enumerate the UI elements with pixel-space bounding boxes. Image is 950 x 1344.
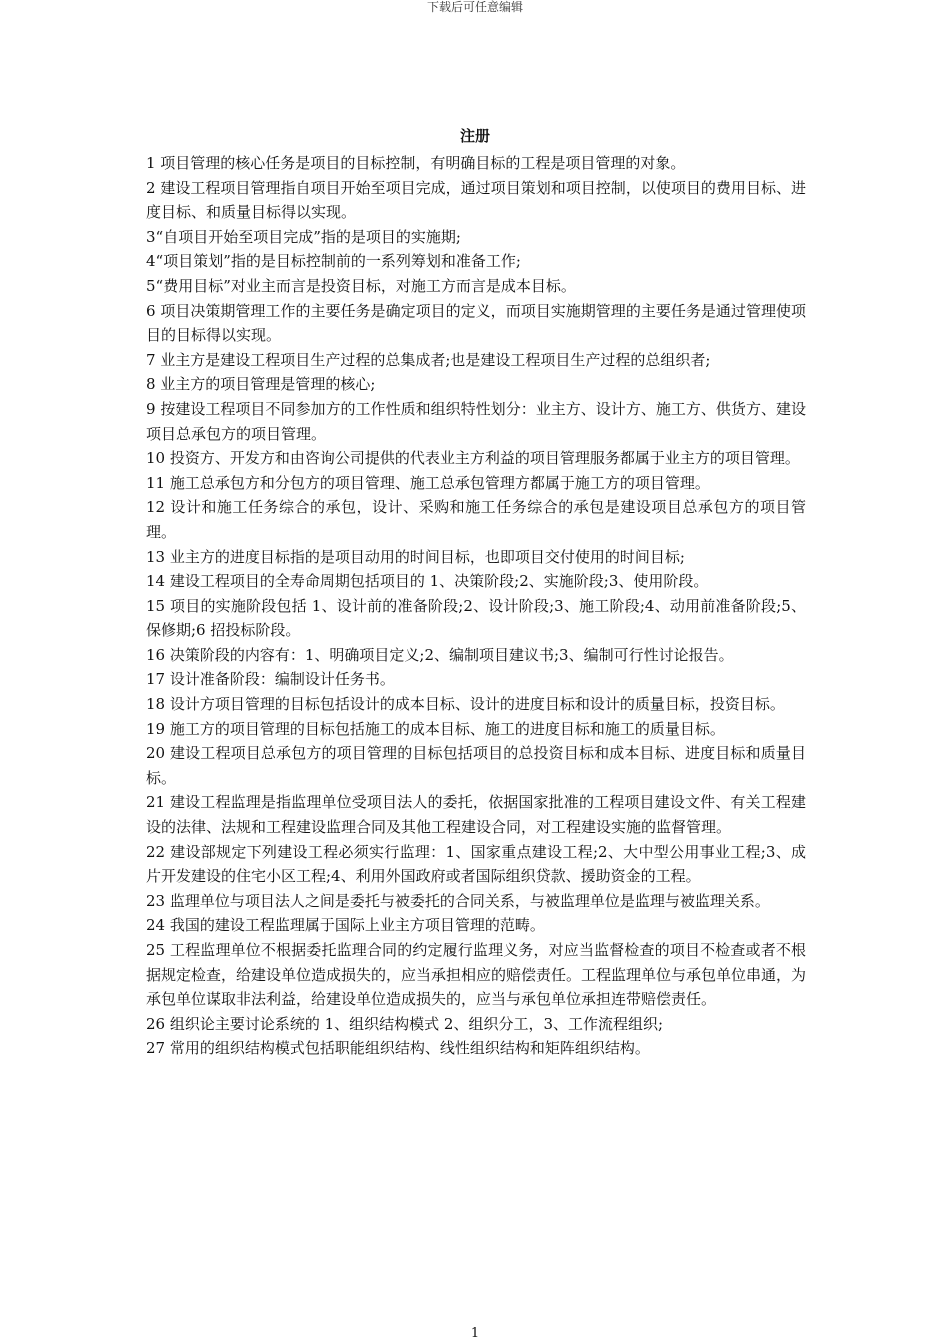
paragraph: 10 投资方、开发方和由咨询公司提供的代表业主方利益的项目管理服务都属于业主方的项目管理。 bbox=[146, 449, 800, 468]
paragraph: 17 设计准备阶段：编制设计任务书。 bbox=[146, 670, 395, 689]
paragraph: 15 项目的实施阶段包括 1、设计前的准备阶段;2、设计阶段;3、施工阶段;4、动用前准备阶段;5、保修期;6 招投标阶段。 bbox=[146, 596, 806, 640]
paragraph: 2 建设工程项目管理指自项目开始至项目完成，通过项目策划和项目控制，以使项目的费用目标、进度目标、和质量目标得以实现。 bbox=[146, 178, 806, 222]
paragraph: 25 工程监理单位不根据委托监理合同的约定履行监理义务，对应当监督检查的项目不检查或者不根据规定检查，给建设单位造成损失的，应当承担相应的赔偿责任。工程监理单位与承包单位串通，为承包单位谋取非法利益，给建设单位造成损失的，应当与承包单位承担连带赔偿责任。 bbox=[146, 941, 807, 1009]
page-number: 1 bbox=[470, 1326, 480, 1341]
paragraph: 13 业主方的进度目标指的是项目动用的时间目标，也即项目交付使用的时间目标; bbox=[146, 547, 685, 566]
paragraph: 7 业主方是建设工程项目生产过程的总集成者;也是建设工程项目生产过程的总组织者; bbox=[146, 350, 711, 369]
paragraph: 5“费用目标”对业主而言是投资目标，对施工方而言是成本目标。 bbox=[146, 276, 576, 295]
paragraph: 20 建设工程项目总承包方的项目管理的目标包括项目的总投资目标和成本目标、进度目标和质量目标。 bbox=[146, 744, 806, 787]
paragraph: 22 建设部规定下列建设工程必须实行监理：1、国家重点建设工程;2、大中型公用事业工程;3、成片开发建设的住宅小区工程;4、利用外国政府或者国际组织贷款、援助资金的工程。 bbox=[146, 842, 806, 886]
paragraph: 3“自项目开始至项目完成”指的是项目的实施期; bbox=[146, 227, 461, 246]
paragraph: 18 设计方项目管理的目标包括设计的成本目标、设计的进度目标和设计的质量目标，投资目标。 bbox=[146, 695, 785, 714]
paragraph: 8 业主方的项目管理是管理的核心; bbox=[146, 375, 376, 394]
paragraph: 9 按建设工程项目不同参加方的工作性质和组织特性划分：业主方、设计方、施工方、供货方、建设项目总承包方的项目管理。 bbox=[146, 399, 806, 443]
paragraph: 24 我国的建设工程监理属于国际上业主方项目管理的范畴。 bbox=[146, 916, 545, 935]
paragraph: 4“项目策划”指的是目标控制前的一系列筹划和准备工作; bbox=[146, 252, 521, 271]
header-note: 下载后可任意编辑 bbox=[426, 0, 523, 14]
paragraph: 19 施工方的项目管理的目标包括施工的成本目标、施工的进度目标和施工的质量目标。 bbox=[146, 719, 725, 738]
paragraph: 1 项目管理的核心任务是项目的目标控制，有明确目标的工程是项目管理的对象。 bbox=[146, 154, 686, 172]
paragraph: 12 设计和施工任务综合的承包，设计、采购和施工任务综合的承包是建设项目总承包方的项目管理。 bbox=[146, 498, 806, 541]
paragraph: 23 监理单位与项目法人之间是委托与被委托的合同关系，与被监理单位是监理与被监理关系。 bbox=[146, 891, 770, 910]
paragraph: 6 项目决策期管理工作的主要任务是确定项目的定义，而项目实施期管理的主要任务是通过管理使项目的目标得以实现。 bbox=[146, 301, 806, 345]
document-title: 注册 bbox=[459, 127, 490, 145]
paragraph: 21 建设工程监理是指监理单位受项目法人的委托，依据国家批准的工程项目建设文件、有关工程建设的法律、法规和工程建设监理合同及其他工程建设合同，对工程建设实施的监督管理。 bbox=[146, 793, 806, 837]
paragraph: 27 常用的组织结构模式包括职能组织结构、线性组织结构和矩阵组织结构。 bbox=[146, 1039, 650, 1058]
document-body bbox=[146, 151, 806, 1061]
paragraph: 16 决策阶段的内容有：1、明确项目定义;2、编制项目建议书;3、编制可行性讨论报告。 bbox=[146, 645, 734, 664]
paragraph: 11 施工总承包方和分包方的项目管理、施工总承包管理方都属于施工方的项目管理。 bbox=[146, 473, 710, 492]
paragraph: 14 建设工程项目的全寿命周期包括项目的 1、决策阶段;2、实施阶段;3、使用阶段。 bbox=[146, 572, 709, 591]
paragraph: 26 组织论主要讨论系统的 1、组织结构模式 2、组织分工，3、工作流程组织; bbox=[146, 1014, 664, 1033]
